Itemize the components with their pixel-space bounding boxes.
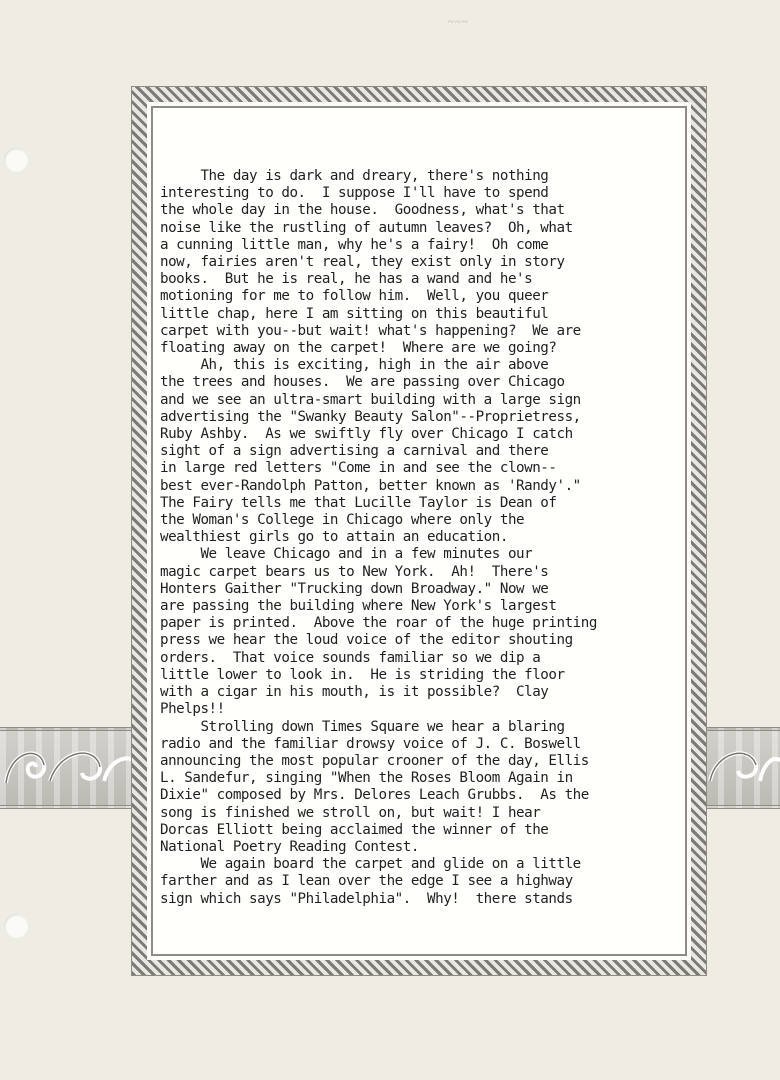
text-line: The Fairy tells me that Lucille Taylor is Dean of xyxy=(160,494,557,511)
text-line: in large red letters "Come in and see the clown-- xyxy=(160,460,557,477)
text-line: little lower to look in. He is striding the floor xyxy=(160,666,565,683)
text-line: books. But he is real, he has a wand and he's xyxy=(160,271,533,288)
text-line: interesting to do. I suppose I'll have to spend xyxy=(160,185,549,202)
text-line: farther and as I lean over the edge I see a highway xyxy=(160,873,573,890)
text-line: Strolling down Times Square we hear a blaring xyxy=(160,718,565,735)
scan-mark: ~~~ xyxy=(448,16,469,28)
text-line: floating away on the carpet! Where are we going? xyxy=(160,340,557,357)
text-line: sign which says "Philadelphia". Why! there stands xyxy=(160,890,573,907)
scroll-ornament-left xyxy=(0,731,140,797)
ornamental-band-left xyxy=(0,727,140,809)
punch-hole-top xyxy=(4,148,28,172)
text-line: Phelps!! xyxy=(160,701,225,718)
text-line: We again board the carpet and glide on a little xyxy=(160,856,581,873)
text-line: paper is printed. Above the roar of the huge printing xyxy=(160,615,597,632)
text-line: magic carpet bears us to New York. Ah! There's xyxy=(160,563,549,580)
text-line: orders. That voice sounds familiar so we dip a xyxy=(160,649,541,666)
text-line: wealthiest girls go to attain an education. xyxy=(160,529,508,546)
text-line: a cunning little man, why he's a fairy! Oh come xyxy=(160,236,549,253)
text-line: the whole day in the house. Goodness, what's that xyxy=(160,202,565,219)
text-line: Ah, this is exciting, high in the air above xyxy=(160,357,549,374)
scroll-ornament-right xyxy=(700,731,780,797)
text-line: advertising the "Swanky Beauty Salon"--Proprietress, xyxy=(160,408,581,425)
text-line: motioning for me to follow him. Well, you queer xyxy=(160,288,549,305)
punch-hole-bottom xyxy=(4,914,28,938)
text-line: Ruby Ashby. As we swiftly fly over Chicago I catch xyxy=(160,426,573,443)
text-line: L. Sandefur, singing "When the Roses Bloom Again in xyxy=(160,770,573,787)
text-line: and we see an ultra-smart building with a large sign xyxy=(160,391,581,408)
text-line: the Woman's College in Chicago where only the xyxy=(160,512,525,529)
paragraph xyxy=(160,856,688,908)
text-line: song is finished we stroll on, but wait! I hear xyxy=(160,804,541,821)
text-line: sight of a sign advertising a carnival and there xyxy=(160,443,549,460)
typed-text xyxy=(160,168,688,908)
text-line: National Poetry Reading Contest. xyxy=(160,838,419,855)
text-line: The day is dark and dreary, there's nothing xyxy=(160,168,549,184)
text-line: little chap, here I am sitting on this beautiful xyxy=(160,305,549,322)
text-line: the trees and houses. We are passing over Chicago xyxy=(160,374,565,391)
text-line: carpet with you--but wait! what's happening? We are xyxy=(160,322,581,339)
text-line: We leave Chicago and in a few minutes our xyxy=(160,546,533,563)
text-line: announcing the most popular crooner of the day, Ellis xyxy=(160,752,589,769)
text-line: press we hear the loud voice of the editor shouting xyxy=(160,632,573,649)
text-line: noise like the rustling of autumn leaves? Oh, what xyxy=(160,219,573,236)
text-line: Dorcas Elliott being acclaimed the winner of the xyxy=(160,821,549,838)
text-line: now, fairies aren't real, they exist only in story xyxy=(160,254,565,271)
text-line: with a cigar in his mouth, is it possible? Clay xyxy=(160,684,549,701)
text-line: are passing the building where New York's largest xyxy=(160,598,557,615)
paragraph xyxy=(160,719,688,857)
text-line: radio and the familiar drowsy voice of J. C. Boswell xyxy=(160,735,581,752)
paragraph xyxy=(160,546,688,718)
paragraph xyxy=(160,168,688,357)
ornamental-band-right xyxy=(700,727,780,809)
text-line: best ever-Randolph Patton, better known as 'Randy'." xyxy=(160,477,581,494)
text-line: Dixie" composed by Mrs. Delores Leach Grubbs. As the xyxy=(160,787,589,804)
text-line: Honters Gaither "Trucking down Broadway." Now we xyxy=(160,580,549,597)
paragraph xyxy=(160,357,688,546)
